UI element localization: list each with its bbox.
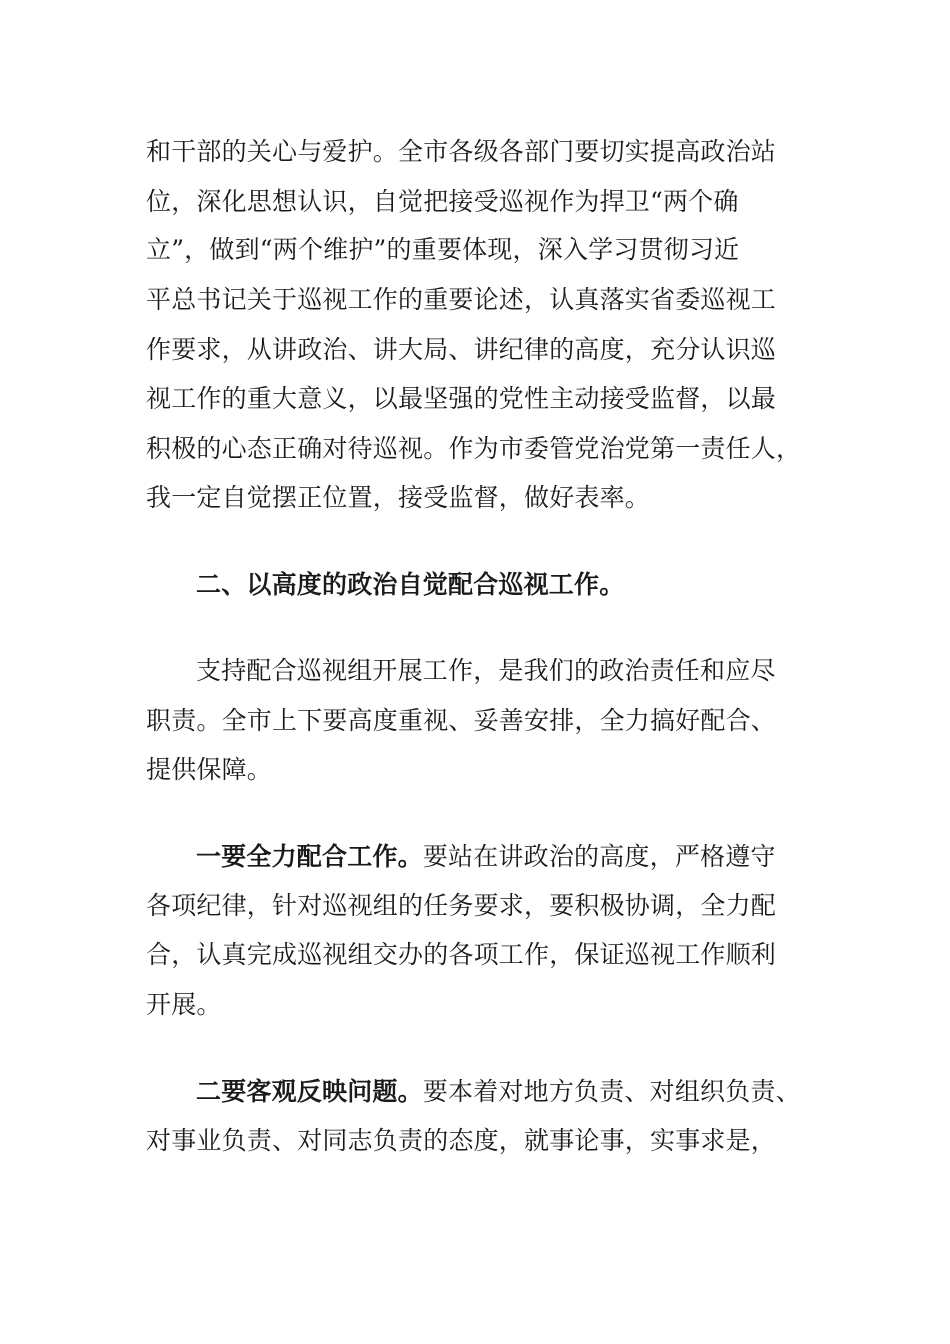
paragraph-line: 立”，做到“两个维护”的重要体现，深入学习贯彻习近 — [146, 235, 740, 264]
paragraph-line: 积极的心态正确对待巡视。作为市委管党治党第一责任人， — [146, 434, 802, 463]
section-heading: 二、以高度的政治自觉配合巡视工作。 — [196, 570, 625, 599]
paragraph-line: 职责。全市上下要高度重视、妥善安排，全力搞好配合、 — [146, 706, 777, 735]
paragraph-line: 作要求，从讲政治、讲大局、讲纪律的高度，充分认识巡 — [146, 335, 777, 364]
item-first-line — [196, 1077, 801, 1107]
paragraph-line: 开展。 — [146, 990, 222, 1019]
paragraph-line: 视工作的重大意义，以最坚强的党性主动接受监督，以最 — [146, 384, 777, 413]
item-title: 二要客观反映问题。 — [196, 1077, 423, 1106]
item-title: 一要全力配合工作。 — [196, 842, 423, 871]
paragraph-line: 平总书记关于巡视工作的重要论述，认真落实省委巡视工 — [146, 285, 777, 314]
item-text: 要本着对地方负责、对组织负责、 — [422, 1077, 801, 1106]
item-text: 要站在讲政治的高度，严格遵守 — [422, 842, 776, 871]
paragraph-line: 和干部的关心与爱护。全市各级各部门要切实提高政治站 — [146, 137, 777, 166]
paragraph-line: 位，深化思想认识，自觉把接受巡视作为捍卫“两个确 — [146, 187, 739, 216]
paragraph-line: 我一定自觉摆正位置，接受监督，做好表率。 — [146, 483, 651, 512]
paragraph-line: 各项纪律，针对巡视组的任务要求，要积极协调，全力配 — [146, 891, 777, 920]
paragraph-line: 支持配合巡视组开展工作，是我们的政治责任和应尽 — [196, 656, 776, 685]
item-first-line — [196, 842, 776, 872]
paragraph-line: 对事业负责、对同志负责的态度，就事论事，实事求是， — [146, 1126, 777, 1155]
paragraph-line: 合，认真完成巡视组交办的各项工作，保证巡视工作顺利 — [146, 940, 777, 969]
paragraph-line: 提供保障。 — [146, 755, 273, 784]
